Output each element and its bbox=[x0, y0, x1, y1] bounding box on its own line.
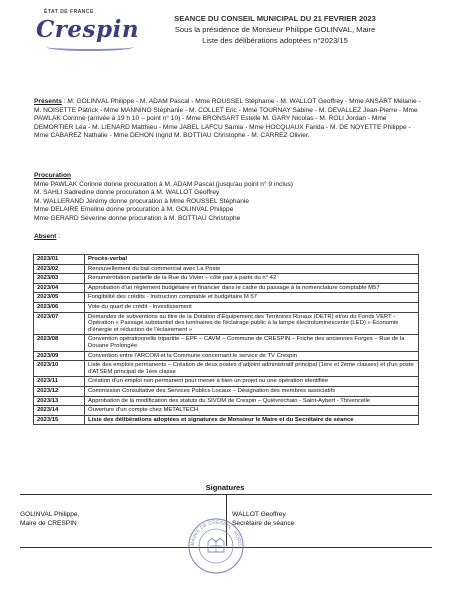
deliberation-row bbox=[34, 283, 419, 293]
deliberation-row bbox=[34, 302, 419, 312]
absent-section bbox=[34, 233, 424, 242]
deliberation-row bbox=[34, 351, 419, 361]
deliberation-number: 2023/12 bbox=[34, 386, 85, 396]
session-title: SEANCE DU CONSEIL MUNICIPAL DU 21 FEVRIER 2023 bbox=[174, 14, 376, 23]
deliberation-row bbox=[34, 396, 419, 406]
document-header bbox=[150, 13, 400, 46]
session-presidency: Sous la présidence de Monsieur Philippe GOLINVAL, Maire bbox=[174, 25, 376, 34]
deliberation-row bbox=[34, 406, 419, 416]
deliberation-title: Renouvellement du bail commercial avec La Poste bbox=[85, 264, 419, 274]
deliberation-number: 2023/06 bbox=[34, 302, 85, 312]
procuration-line: M. SAHLI Sadredine donne procuration à M. WALLOT Geoffrey bbox=[34, 189, 220, 197]
deliberation-row bbox=[34, 264, 419, 274]
procuration-label: Procuration bbox=[34, 172, 72, 179]
presents-label: Présents bbox=[34, 98, 62, 105]
deliberation-title: Demandes de subventions au titre de la Dotation d'Équipement des Territoires Ruraux (DETR) et/ou du Fonds VERT - Opération « Passage substantiel des luminaires de l'éclairage public à la lampe électroluminescente (LED) » Économie d'énergie et réduction de l'éclairement » bbox=[85, 312, 419, 335]
deliberation-title: Procès-verbal bbox=[85, 255, 419, 265]
deliberation-title: Liste des délibérations adoptées et signatures de Monsieur le Maire et du Secrétaire de séance bbox=[85, 415, 419, 425]
mairie-stamp bbox=[186, 516, 246, 576]
secretary-role: Secrétaire de séance bbox=[232, 520, 295, 527]
deliberation-number: 2023/10 bbox=[34, 361, 85, 377]
deliberation-number: 2023/11 bbox=[34, 377, 85, 387]
logo-top-text: ÉTAT DE FRANCE bbox=[44, 9, 94, 15]
deliberation-title: Approbation d'un règlement budgétaire et financier dans le cadre du passage à la nomenclature comptable M57 bbox=[85, 283, 419, 293]
list-title: Liste des délibérations adoptées n°2023/15 bbox=[202, 36, 348, 45]
logo-name: Crespin bbox=[36, 16, 140, 43]
deliberation-row bbox=[34, 312, 419, 335]
deliberations-table-body bbox=[34, 255, 419, 425]
mayor-role: Maire de CRESPIN bbox=[20, 520, 77, 527]
absent-label: Absent bbox=[34, 233, 57, 240]
deliberation-title: Convention entre l'ARCOM et la Commune concernant le service de TV Crespin bbox=[85, 351, 419, 361]
deliberation-title: Ouverture d'un compte chez METALTECH bbox=[85, 406, 419, 416]
deliberation-number: 2023/01 bbox=[34, 255, 85, 265]
deliberation-row bbox=[34, 386, 419, 396]
deliberation-row bbox=[34, 293, 419, 303]
deliberation-title: Vote du quart de crédit - Investissement bbox=[85, 302, 419, 312]
deliberation-number: 2023/04 bbox=[34, 283, 85, 293]
deliberation-number: 2023/13 bbox=[34, 396, 85, 406]
deliberation-number: 2023/09 bbox=[34, 351, 85, 361]
deliberation-number: 2023/15 bbox=[34, 415, 85, 425]
deliberation-title: Commission Consultative des Services Publics Locaux – Désignation des membres associatifs bbox=[85, 386, 419, 396]
mayor-signature-block bbox=[20, 510, 79, 528]
deliberation-row bbox=[34, 335, 419, 351]
presents-section bbox=[34, 98, 424, 141]
deliberation-title: Fongibilité des crédits - Instruction comptable et budgétaire M 57 bbox=[85, 293, 419, 303]
procuration-line: Mme PAWLAK Corinne donne procuration à M. ADAM Pascal (jusqu'au point n° 9 inclus) bbox=[34, 180, 293, 188]
deliberation-title: Approbation de la modification des statuts du SIVOM de Crespin – Quiévrechain - Saint-Aybert - Thivencelle bbox=[85, 396, 419, 406]
deliberation-number: 2023/08 bbox=[34, 335, 85, 351]
deliberation-title: Création d'un emploi non permanent pour mener à bien un projet ou une opération identifiée bbox=[85, 377, 419, 387]
presents-text: : M. GOLINVAL Philippe - M. ADAM Pascal - Mme ROUSSEL Stéphanie - M. WALLOT Geoffrey - Mme ANSART Mélanie - M. NOISETTE Patrick - Mme MANNINO Stéphanie - M. COLLET Eric - Mme TOURNAY Sabine - M. DEVALLEZ Jean-Pierre - Mme PAWLAK Corinne (arrivée à 19 h 10 – point n° 10) - Mme BRONSART Estelle M. GARY Nicolas - M. ROLI Jordan - Mme DEMORTIER Léa - M. LIENARD Matthieu - Mme JABEL LAFCU Samia - Mme HOCQUAUX Farida - M. DE NOYETTE Philippe - Mme CABAREZ Nathalie - Mme DEHON Ingrid M. BOTTIAU Christophe - M. CARREZ Olivier. bbox=[34, 98, 421, 140]
deliberation-number: 2023/07 bbox=[34, 312, 85, 335]
absent-colon: : bbox=[56, 233, 61, 240]
deliberation-row bbox=[34, 415, 419, 425]
mayor-name: GOLINVAL Philippe, bbox=[20, 511, 80, 518]
secretary-name: WALLOT Geoffrey bbox=[232, 511, 286, 518]
crespin-logo bbox=[36, 6, 146, 54]
deliberation-title: Renumérotation partielle de la Rue du Vivier – côté pair à partir du n° 42 bbox=[85, 274, 419, 284]
deliberation-row bbox=[34, 377, 419, 387]
procuration-line: M. WALLERAND Jérémy donne procuration à Mme ROUSSEL Stéphanie bbox=[34, 197, 249, 205]
deliberation-row bbox=[34, 255, 419, 265]
deliberation-title: Convention opérationnelle tripartite – EPF – CAVM – Commune de CRESPIN – Friche des anciennes Forges – Rue de la Douane Prolongée bbox=[85, 335, 419, 351]
signatures-title: Signatures bbox=[205, 483, 245, 492]
stamp-text: MAIRIE DE CRESPIN · NORD · bbox=[189, 519, 243, 550]
deliberation-number: 2023/02 bbox=[34, 264, 85, 274]
deliberation-row bbox=[34, 274, 419, 284]
procuration-line: Mme GERARD Séverine donne procuration à M. BOTTIAU Christophe bbox=[34, 214, 241, 222]
logo-swoosh bbox=[46, 43, 134, 51]
deliberation-row bbox=[34, 361, 419, 377]
deliberation-number: 2023/05 bbox=[34, 293, 85, 303]
procuration-section bbox=[34, 172, 424, 224]
deliberation-number: 2023/03 bbox=[34, 274, 85, 284]
deliberation-number: 2023/14 bbox=[34, 406, 85, 416]
procuration-line: Mme DELAIRE Emeline donne procuration à M. GOLINVAL Philippe bbox=[34, 206, 234, 214]
deliberations-table bbox=[33, 254, 419, 425]
deliberation-title: Liste des emplois permanents – Création de deux postes d'adjoint administratif principal (1ère et 2ème classes) et d'un poste d'ATSEM principal de 1ère classe bbox=[85, 361, 419, 377]
